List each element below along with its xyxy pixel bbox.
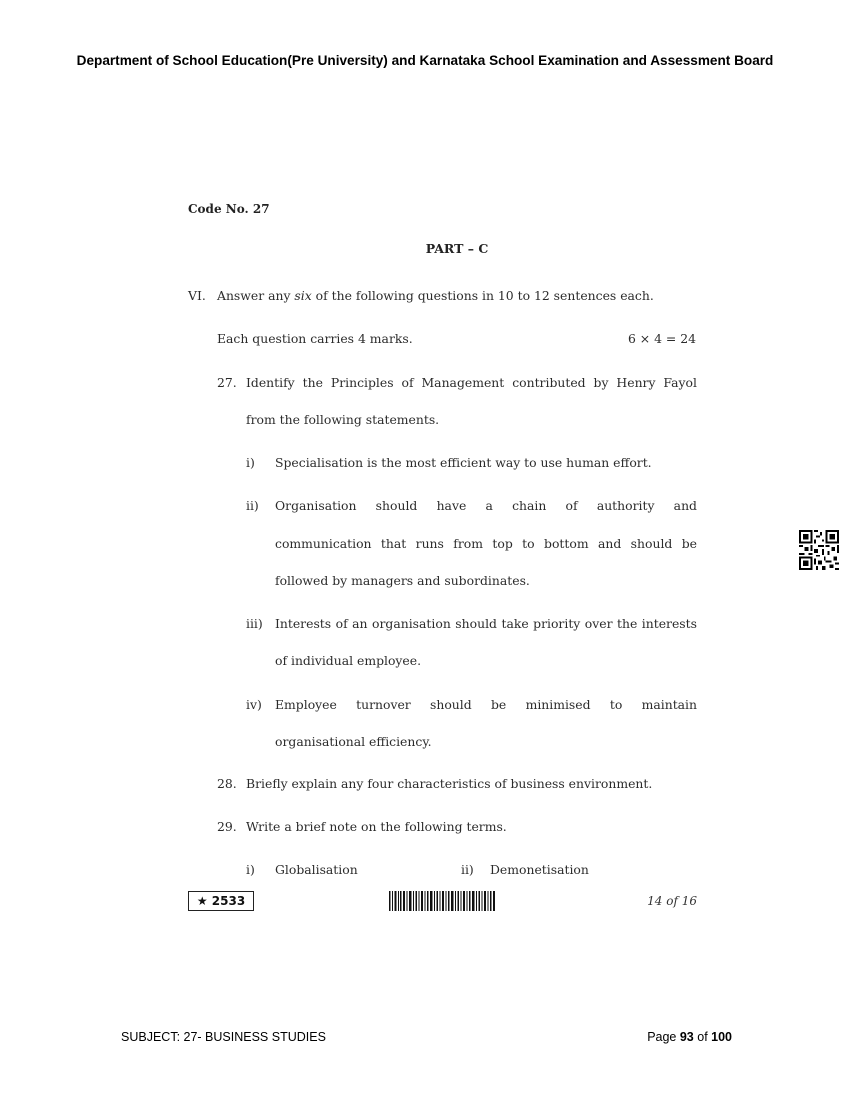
q29-item-2-text: Demonetisation (490, 862, 589, 877)
page-header-title: Department of School Education(Pre University) and Karnataka School Examination and Assessment Board (76, 53, 774, 68)
q27-item-4-line-2: organisational efficiency. (275, 734, 432, 749)
footer-page-number: Page 93 of 100 (647, 1030, 732, 1044)
question-27-line-2: from the following statements. (246, 412, 440, 427)
q27-item-2-line-3: followed by managers and subordinates. (275, 573, 530, 588)
question-29-text: Write a brief note on the following terms. (246, 819, 507, 834)
question-28-text: Briefly explain any four characteristics of business environment. (246, 776, 653, 791)
question-29-number: 29. (217, 819, 237, 834)
qr-code (799, 530, 839, 570)
q27-item-label: i) (246, 455, 255, 470)
footer-subject: SUBJECT: 27- BUSINESS STUDIES (121, 1030, 326, 1044)
q27-item-4-line-1: Employee turnover should be minimised to maintain (275, 697, 697, 712)
q27-item-label: iii) (246, 616, 263, 631)
part-heading: PART – C (425, 241, 489, 256)
q29-item-1-text: Globalisation (275, 862, 358, 877)
question-27-number: 27. (217, 375, 237, 390)
q29-item-label: i) (246, 862, 255, 877)
q27-item-3-line-2: of individual employee. (275, 653, 422, 668)
question-28-number: 28. (217, 776, 237, 791)
paper-page-number: 14 of 16 (647, 894, 697, 908)
q29-item-label: ii) (461, 862, 474, 877)
marks-formula: 6 × 4 = 24 (627, 331, 696, 346)
q27-item-label: ii) (246, 498, 259, 513)
section-number: VI. (188, 288, 206, 303)
q27-item-2-line-1: Organisation should have a chain of authority and (275, 498, 697, 513)
code-number: Code No. 27 (188, 202, 270, 216)
paper-code-box: ★ 2533 (188, 891, 254, 911)
q27-item-2-line-2: communication that runs from top to bottom and should be (275, 536, 697, 551)
q27-item-1-text: Specialisation is the most efficient way to use human effort. (275, 455, 652, 470)
marks-note: Each question carries 4 marks. (217, 331, 413, 346)
q27-item-3-line-1: Interests of an organisation should take priority over the interests (275, 616, 697, 631)
barcode (389, 891, 497, 911)
section-instruction: Answer any six of the following questions in 10 to 12 sentences each. (217, 288, 654, 303)
q27-item-label: iv) (246, 697, 262, 712)
question-27-line-1: Identify the Principles of Management contributed by Henry Fayol (246, 375, 697, 390)
